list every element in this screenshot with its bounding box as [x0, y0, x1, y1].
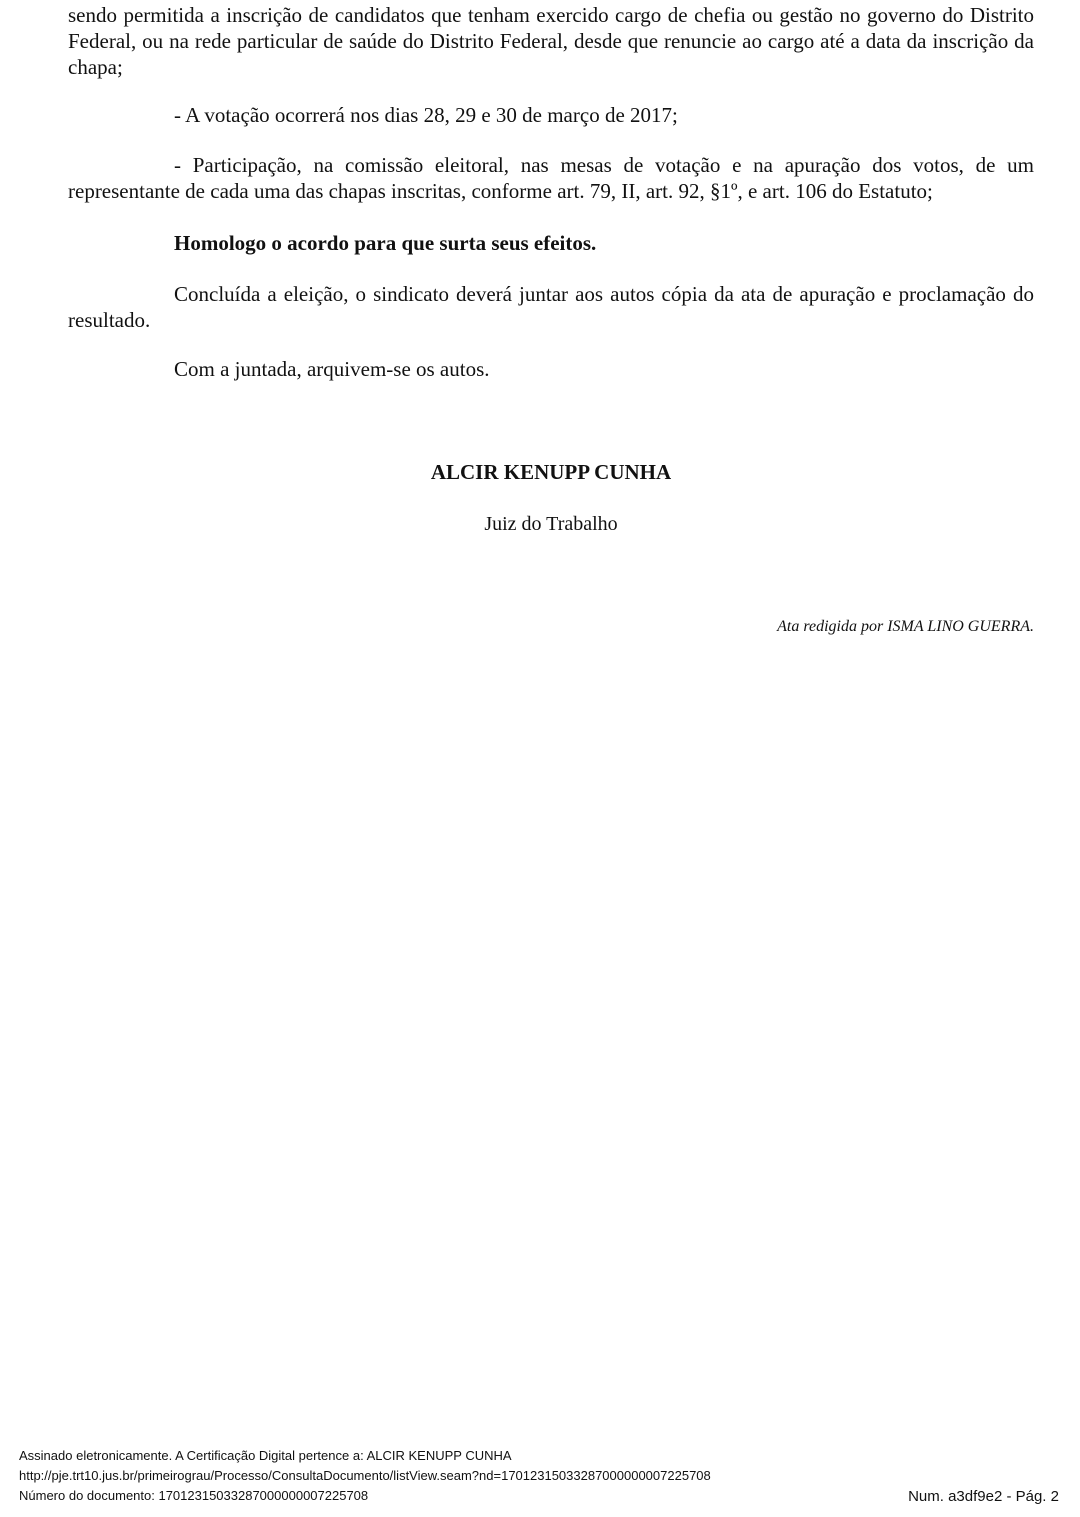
- document-number-line: Número do documento: 17012315033287000000007225708: [19, 1488, 369, 1503]
- paragraph-agreement-ratification: Homologo o acordo para que surta seus efeitos.: [174, 231, 597, 255]
- signature-name: ALCIR KENUPP CUNHA: [430, 460, 672, 484]
- digital-signature-line: Assinado eletronicamente. A Certificação Digital pertence a: ALCIR KENUPP CUNHA: [19, 1448, 512, 1463]
- minutes-author-note: Ata redigida por ISMA LINO GUERRA.: [777, 618, 1034, 635]
- paragraph-voting-dates: - A votação ocorrerá nos dias 28, 29 e 30 de março de 2017;: [174, 103, 678, 127]
- signature-role: Juiz do Trabalho: [484, 513, 618, 535]
- document-url-line: http://pje.trt10.jus.br/primeirograu/Processo/ConsultaDocumento/listView.seam?nd=17012315033287000000007225708: [19, 1468, 711, 1483]
- document-footer: [19, 1446, 919, 1506]
- paragraph-candidates-eligibility: sendo permitida a inscrição de candidatos que tenham exercido cargo de chefia ou gestão no governo do Distrito Federal, ou na rede particular de saúde do Distrito Federal, desde que renuncie ao cargo até a data da inscrição da chapa;: [68, 3, 1034, 79]
- paragraph-election-conclusion: Concluída a eleição, o sindicato deverá juntar aos autos cópia da ata de apuração e proclamação do resultado.: [68, 282, 1034, 332]
- page-number-label: Num. a3df9e2 - Pág. 2: [908, 1488, 1059, 1505]
- paragraph-archive-order: Com a juntada, arquivem-se os autos.: [174, 357, 490, 381]
- paragraph-electoral-commission-participation: - Participação, na comissão eleitoral, nas mesas de votação e na apuração dos votos, de um representante de cada uma das chapas inscritas, conforme art. 79, II, art. 92, §1º, e art. 106 do Estatuto;: [68, 153, 1034, 203]
